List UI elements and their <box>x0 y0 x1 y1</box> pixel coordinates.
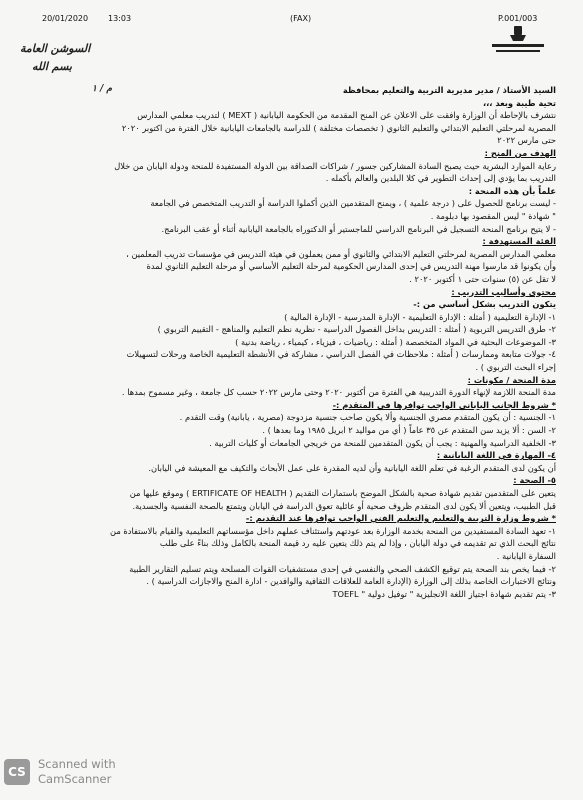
letter-line: السيد الأستاذ / مدير مديرية التربية والتعليم بمحافظة <box>342 85 556 95</box>
letter-line: ٢- فيما يخص بند الصحة يتم توقيع الكشف الصحي والنفسي في إحدى مستشفيات القوات المسلحة ويتم تسليم التقارير الطبية <box>129 563 556 574</box>
letter-line: رعاية الموارد البشرية حيث يصبح السادة المشاركين جسور / شراكات الصداقة بين الدولة المستفيدة للمنحة ودولة اليابان من خلال <box>114 160 556 171</box>
letter-line: السفارة اليابانية . <box>496 550 556 561</box>
letter-line: قبل الطبيب، ويتعين ألا يكون لدى المتقدم ظروف صحية أو عائلية تعوق الدراسة في اليابان ويتمتع بالصحة النفسية والجسدية. <box>132 500 556 511</box>
letter-line: * شروط الجانب الياباني الواجب توافرها في المتقدم :- <box>332 399 556 410</box>
letter-line: ٢- طرق التدريس التربوية ( أمثلة : التدريس بداخل الفصول الدراسية - نظرية نظم التعليم والمناهج - التقييم التربوي ) <box>157 324 556 335</box>
letter-line: ٤- جولات متابعة وممارسات ( أمثلة : ملاحظات في الفصل الدراسي ، مشاركة في الأنشطة التعليمية الخاصة ورحلات لتسهيلات <box>126 349 556 360</box>
letter-body <box>28 84 556 600</box>
handwritten-note-2: بسم الله <box>32 60 72 73</box>
letter-line: يتعين على المتقدمين تقديم شهادة صحية بالشكل الموضح باستمارات التقديم ( ERTIFICATE OF HEALTH ) وموقع عليها من <box>129 488 556 498</box>
letter-line: مدة المنحة اللازمة لإنهاء الدورة التدريبية هي الفترة من أكتوبر ٢٠٢٠ وحتى مارس ٢٠٢٢ حسب كل جامعة ، وغير مسموح بمدها . <box>121 387 556 398</box>
letter-line: يتكون التدريب بشكل أساسي من :- <box>413 299 556 310</box>
letter-line: ٣- الموضوعات البحثية في المواد المتخصصة ( أمثلة : رياضيات ، فيزياء ، كيمياء ، رياضة بدنية ) <box>235 336 556 347</box>
letter-line: ٤- المهارة في اللغة اليابانية : <box>436 450 556 461</box>
ministry-emblem-icon <box>488 24 548 58</box>
letter-line: ١- تعهد السادة المستفيدين من المنحة بخدمة الوزارة بعد عودتهم واستئناف عملهم داخل مؤسساتهم التعليمية والقيام بالاستفادة من <box>110 525 556 536</box>
letter-line: ١- الإدارة التعليمية ( أمثلة : الإدارة التعليمية - الإدارة المدرسية - الإدارة المالية ) <box>284 311 556 322</box>
letter-line: نتشرف بالإحاطة أن الوزارة وافقت على الاعلان عن المنح المقدمة من الحكومة اليابانية ( MEXT ) لتدريب معلمي المدارس <box>137 110 556 121</box>
letter-line: حتى مارس ٢٠٢٢ <box>497 135 556 146</box>
letter-line: علماً بأن هذه المنحة : <box>468 185 556 196</box>
fax-page-number: P.001/003 <box>498 14 538 23</box>
camscanner-line-1: Scanned with <box>38 757 116 771</box>
letter-line: - لا يتيح برنامج المنحة التسجيل في البرنامج الدراسي للماجستير أو الدكتوراه بالجامعة اليابانية أثناء أو عقب البرنامج. <box>161 223 556 234</box>
letter-line: * شروط وزارة التربية والتعليم والتعليم الفني الواجب توافرها عند التقديم :- <box>245 513 556 524</box>
letter-line: ٥- الصحة : <box>513 475 556 486</box>
fax-time: 13:03 <box>108 14 132 23</box>
fax-label: (FAX) <box>290 14 312 23</box>
letter-line: مدة المنحة / مكونات : <box>467 374 556 385</box>
letter-line: الهدف من المنح : <box>484 147 556 158</box>
handwritten-note-3: م / ١ <box>92 84 112 94</box>
letter-line: وأن يكونوا قد مارسوا مهنة التدريس في إحدى المدارس الحكومية لمرحلة التعليم الأساسي أو مرحلة التعليم الثانوي لمدة <box>146 261 556 272</box>
letter-line: معلمي المدارس المصرية لمرحلتي التعليم الابتدائي والثانوي أو ممن يعملون في هيئة التدريس في مؤسسات تدريب المعلمين ، <box>126 248 556 259</box>
letter-line: محتوى وأساليب التدريب : <box>451 286 556 297</box>
fax-date: 20/01/2020 <box>42 14 89 23</box>
letter-line: التدريب بما يؤدي إلى إحداث التطوير في كلا البلدين والعالم بأكمله . <box>325 173 556 184</box>
letter-line: أن يكون لدى المتقدم الرغبة في تعلم اللغة اليابانية وأن لديه المقدرة على عمل الأبحاث والتكيف مع المعيشة في اليابان. <box>148 462 556 473</box>
ministry-logo <box>488 24 548 58</box>
letter-line: ٣- الخلفية الدراسية والمهنية : يجب أن يكون المتقدمين للمنحة من خريجي الجامعات أو كليات التربية . <box>209 437 556 448</box>
letter-line: - ليست برنامج للحصول على ( درجة علمية ) ، ويمنح المتقدمين الذين أكملوا الدراسة أو التدريب المتخصص في الجامعة <box>150 198 556 209</box>
letter-line: ١- الجنسية : أن يكون المتقدم مصري الجنسية وألا يكون صاحب جنسية مزدوجة (مصرية ، يابانية) وقت التقدم . <box>179 412 556 423</box>
letter-line: ونتائج الاختبارات الخاصة بذلك إلى الوزارة (الإدارة العامة للعلاقات الثقافية والوافدين - ادارة المنح والاجازات الدراسية ) . <box>146 576 556 587</box>
camscanner-text <box>38 757 178 787</box>
letter-line: الفئة المستهدفة : <box>482 236 556 247</box>
letter-line: " شهادة " ليس المقصود بها دبلومة . <box>430 210 556 221</box>
letter-line: المصرية لمرحلتي التعليم الابتدائي والتعليم الثانوي ( تخصصات مختلفة ) للدراسة بالجامعات اليابانية خلال الفترة من اكتوبر ٢٠٢٠ <box>121 122 556 133</box>
letter-line: ٣- يتم تقديم شهادة اجتياز اللغة الانجليزية " توفيل دولية " TOEFL <box>332 588 556 599</box>
handwritten-note-1: السوشن العامة <box>20 42 91 55</box>
camscanner-line-2: CamScanner <box>38 772 112 786</box>
letter-line: إجراء البحث التربوي ) . <box>475 362 556 373</box>
camscanner-logo-icon: CS <box>4 759 30 785</box>
letter-line: لا تقل عن (٥) سنوات حتى ١ أكتوبر ٢٠٢٠ . <box>409 273 556 284</box>
letter-line: تحية طيبة وبعد ،،، <box>482 97 556 108</box>
letter-line: نتائج البحث الذي تم تقديمه في دولة اليابان ، وإذا لم يتم ذلك يتعين عليه رد قيمة المنحة بالكامل وذلك بناءً على طلب <box>159 538 556 549</box>
letter-line: ٢- السن : ألا يزيد سن المتقدم عن ٣٥ عاماً ( أي من مواليد ٢ ابريل ١٩٨٥ وما بعدها ) . <box>262 425 556 436</box>
